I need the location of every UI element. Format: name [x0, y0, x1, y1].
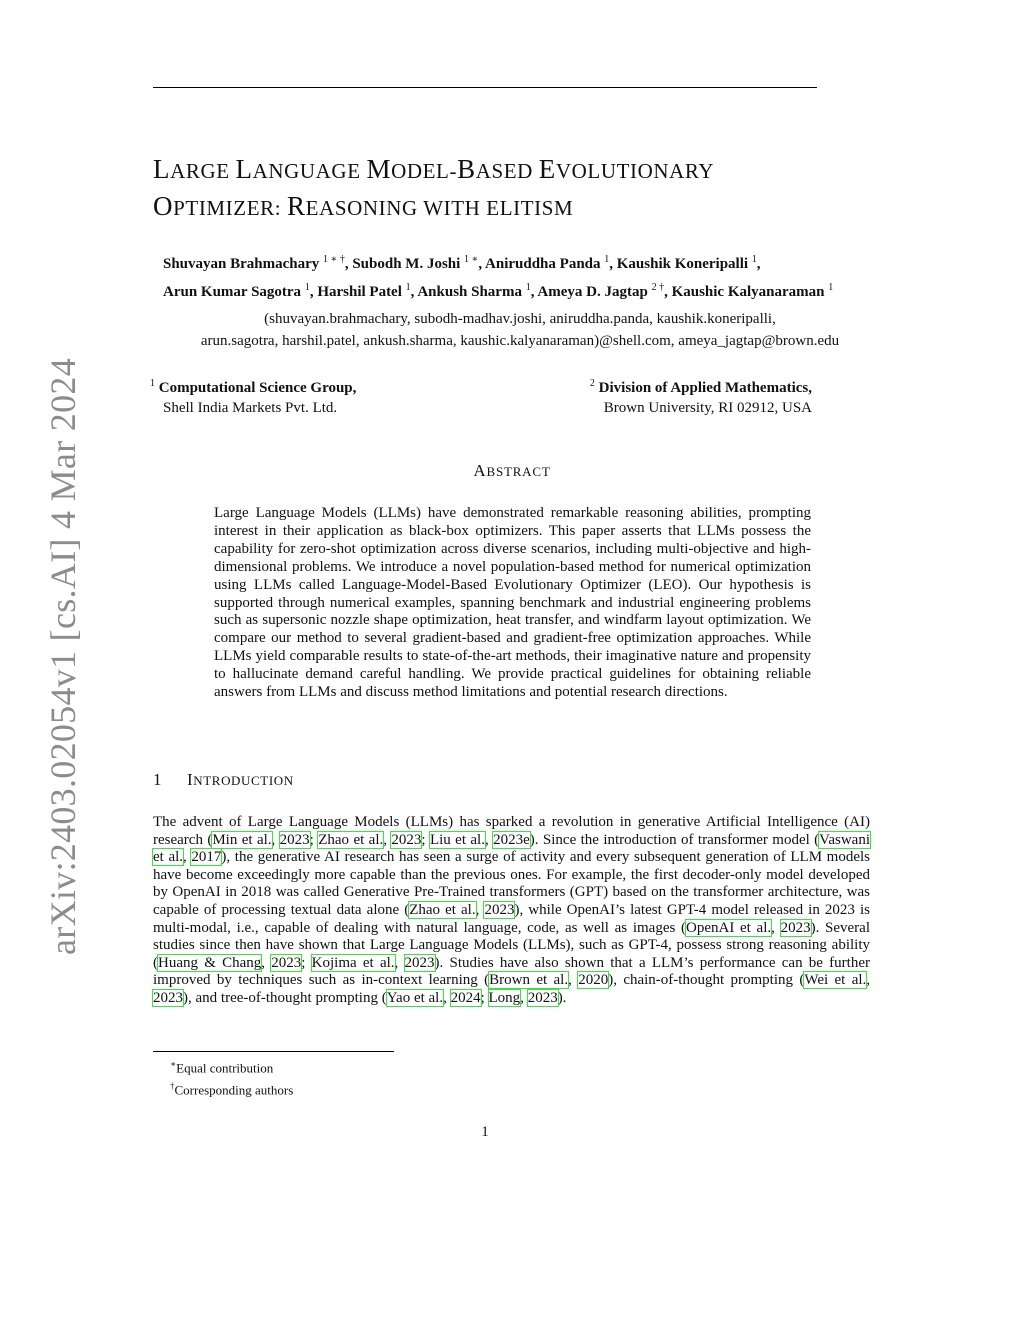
title-word	[539, 154, 714, 184]
citation-link[interactable]: 2023	[404, 954, 435, 971]
title-word	[153, 191, 287, 221]
citation-link[interactable]: Brown et al.	[489, 972, 569, 989]
footnote-1	[170, 1055, 293, 1077]
author-affiliation-marker: 1	[405, 282, 411, 293]
paragraph-text: ,	[394, 954, 405, 971]
author-affiliation-marker: 1	[828, 282, 834, 293]
affiliation-2-detail: Brown University, RI 02912, USA	[603, 400, 812, 416]
paragraph-text: ). Studies have also shown that a LLM’s performance can be further improved by techniques such as in-context learning (	[153, 954, 870, 989]
paragraph-text: ). Several studies since then have shown that Large Language Models (LLMs), such as GPT-4, possess strong reasoning ability (	[153, 919, 870, 971]
paragraph-text: ), while OpenAI’s latest GPT-4 model released in 2023 is multi-modal, i.e., capable of dealing with natural language, code, as well as images (	[153, 901, 870, 936]
citation-link[interactable]: OpenAI et al.	[686, 919, 772, 936]
footnote-2	[170, 1077, 293, 1099]
paragraph-text: ,	[520, 989, 528, 1006]
title-word-smallcaps: VOLUTIONARY	[555, 159, 715, 183]
paragraph-text: ). Since the introduction of transformer model (	[529, 831, 820, 848]
citation-link[interactable]: 2023	[484, 901, 515, 918]
footnote-2-mark: †	[170, 1081, 175, 1092]
author-affiliation-marker: 1	[304, 282, 310, 293]
author-name: Kaushik Koneripalli	[616, 256, 749, 272]
citation-link[interactable]: 2023	[780, 919, 811, 936]
section-heading-rest: NTRODUCTION	[193, 773, 294, 788]
abstract-heading-cap: A	[473, 461, 487, 480]
author-affiliation-marker: 1	[525, 282, 531, 293]
citation-link[interactable]: Liu et al.	[429, 831, 485, 848]
author-name: Subodh M. Joshi	[352, 256, 461, 272]
author-separator: ,	[344, 256, 353, 272]
paragraph-text: ,	[443, 989, 451, 1006]
author-list	[163, 248, 943, 304]
title-word-capital: L	[235, 154, 253, 184]
paragraph-text: ,	[568, 972, 579, 989]
paragraph-text: ).	[557, 989, 567, 1006]
affiliation-1	[150, 374, 450, 418]
author-name: Shuvayan Brahmachary	[163, 256, 320, 272]
author-separator: ,	[609, 256, 617, 272]
intro-paragraph	[153, 814, 870, 1008]
affiliation-1-marker: 1	[150, 378, 155, 389]
email-line-2: arun.sagotra, harshil.patel, ankush.sharma, kaushic.kalyanaraman)@shell.com, ameya_jagtap@brown.edu	[200, 333, 840, 349]
citation-link[interactable]: 2023	[279, 831, 310, 848]
author-name: Aniruddha Panda	[485, 256, 601, 272]
section-heading-cap: I	[187, 770, 194, 789]
paragraph-text: ,	[261, 954, 272, 971]
affiliation-1-name: Computational Science Group,	[158, 380, 357, 396]
citation-link[interactable]: Kojima et al.	[311, 954, 395, 971]
author-separator: ,	[478, 256, 486, 272]
author-separator: ,	[309, 284, 318, 300]
citation-link[interactable]: Huang & Chang	[158, 954, 262, 971]
title-line-1	[153, 152, 853, 189]
title-line-2	[153, 189, 853, 226]
affiliation-2	[520, 374, 812, 418]
author-line-2	[163, 276, 943, 304]
affiliation-2-marker: 2	[589, 378, 595, 389]
author-separator: ,	[756, 256, 761, 272]
title-word	[236, 154, 367, 184]
header-rule	[153, 87, 817, 88]
title-word	[153, 154, 236, 184]
title-word-capital: R	[287, 191, 306, 221]
citation-link[interactable]: 2024	[450, 989, 481, 1006]
paragraph-text: ,	[475, 901, 485, 918]
citation-link[interactable]: Zhao et al.	[318, 831, 384, 848]
paragraph-text: ;	[309, 831, 319, 848]
citation-link[interactable]: 2023e	[493, 831, 530, 848]
paragraph-text: ,	[866, 972, 871, 989]
author-separator: ,	[410, 284, 418, 300]
paragraph-text: ;	[301, 954, 312, 971]
paragraph-text: ,	[183, 849, 192, 866]
citation-link[interactable]: 2023	[391, 831, 422, 848]
title-word-smallcaps: ARGE	[170, 159, 236, 183]
paragraph-text: ,	[383, 831, 392, 848]
citation-link[interactable]: Vaswani et al.	[153, 831, 870, 866]
author-name: Ameya D. Jagtap	[537, 284, 648, 300]
author-name: Ankush Sharma	[417, 284, 522, 300]
title-word	[366, 154, 457, 184]
citation-link[interactable]: Zhao et al.	[409, 901, 476, 918]
author-separator: ,	[664, 284, 672, 300]
affiliation-1-detail: Shell India Markets Pvt. Ltd.	[163, 400, 338, 416]
section-number: 1	[153, 770, 163, 789]
paragraph-text: ,	[271, 831, 280, 848]
paragraph-text: The advent of Large Language Models (LLMs) has sparked a revolution in generative Artificial Intelligence (AI) research (	[153, 814, 870, 848]
citation-link[interactable]: 2023	[527, 989, 558, 1006]
paragraph-text: ), chain-of-thought prompting (	[608, 972, 805, 989]
footnote-rule	[153, 1051, 394, 1052]
author-affiliation-marker: 2 †	[651, 282, 665, 293]
paragraph-text: ;	[421, 831, 430, 848]
paper-title	[153, 152, 853, 226]
footnote-2-text: Corresponding authors	[174, 1082, 294, 1098]
author-emails	[130, 308, 910, 352]
title-word-capital: L	[153, 154, 171, 184]
citation-link[interactable]: Long	[488, 989, 521, 1006]
author-name: Arun Kumar Sagotra	[163, 284, 302, 300]
paragraph-text: ,	[771, 919, 781, 936]
citation-link[interactable]: Wei et al.	[804, 972, 867, 989]
author-affiliation-marker: 1 ∗ †	[323, 254, 345, 265]
paragraph-text: ), the generative AI research has seen a surge of activity and every subsequent generation of LLM models have become exceedingly more capable than the previous ones. For example, the first decoder-only model developed by OpenAI in 2018 was called Generative Pre-Trained transformers (GPT) based on the transformer architecture, was capable of processing textual data alone (	[153, 849, 871, 918]
page-number: 1	[481, 1124, 489, 1140]
author-affiliation-marker: 1	[604, 254, 610, 265]
arxiv-stamp: arXiv:2403.02054v1 [cs.AI] 4 Mar 2024	[43, 358, 83, 955]
citation-link[interactable]: 2023	[271, 954, 302, 971]
email-line-1: (shuvayan.brahmachary, subodh-madhav.joshi, aniruddha.panda, kaushik.koneripalli,	[264, 311, 776, 327]
footnote-1-text: Equal contribution	[176, 1060, 274, 1076]
citation-link[interactable]: Yao et al.	[386, 989, 444, 1006]
author-affiliation-marker: 1	[751, 254, 757, 265]
paragraph-text: ), and tree-of-thought prompting (	[183, 989, 387, 1006]
title-word-capital: M	[366, 154, 392, 184]
title-word-smallcaps: ODEL-	[391, 159, 458, 183]
title-word-capital: E	[538, 154, 556, 184]
title-word	[457, 154, 539, 184]
author-name: Harshil Patel	[317, 284, 402, 300]
title-word-smallcaps: EASONING WITH ELITISM	[305, 196, 574, 220]
abstract-heading-rest: BSTRACT	[486, 464, 551, 479]
footnote-1-mark: ∗	[170, 1059, 177, 1069]
abstract-text: Large Language Models (LLMs) have demonstrated remarkable reasoning abilities, prompting interest in their application as black-box optimizers. This paper asserts that LLMs possess the capability for zero-shot optimization across diverse scenarios, including multi-objective and high-dimensional problems. We introduce a novel population-based method for numerical optimization using LLMs called Language-Model-Based Evolutionary Optimizer (LEO). Our hypothesis is supported through numerical examples, spanning benchmark and industrial engineering problems such as supersonic nozzle shape optimization, heat transfer, and windfarm layout optimization. We compare our method to several gradient-based and gradient-free optimization approaches. While LLMs yield comparable results to state-of-the-art methods, their imaginative nature and propensity to hallucinate demand careful handling. We provide practical guidelines for obtaining reliable answers from LLMs and discuss method limitations and potential research directions.	[214, 505, 811, 701]
paragraph-text: ,	[484, 831, 494, 848]
citation-link[interactable]: 2017	[191, 849, 222, 866]
citation-link[interactable]: Min et al.	[212, 831, 272, 848]
title-word-smallcaps: ANGUAGE	[252, 159, 367, 183]
title-word-capital: B	[457, 154, 476, 184]
paragraph-text: ;	[480, 989, 489, 1006]
title-word-smallcaps: PTIMIZER:	[173, 196, 288, 220]
author-line-1	[163, 248, 943, 276]
author-name: Kaushic Kalyanaraman	[671, 284, 825, 300]
section-heading	[153, 770, 553, 790]
citation-link[interactable]: 2023	[153, 989, 183, 1006]
title-word	[287, 191, 573, 221]
title-word-capital: O	[153, 191, 174, 221]
author-affiliation-marker: 1 ∗	[464, 254, 479, 265]
citation-link[interactable]: 2020	[578, 972, 609, 989]
footnotes	[170, 1055, 293, 1100]
affiliation-2-name: Division of Applied Mathematics,	[598, 380, 812, 396]
title-word-smallcaps: ASED	[475, 159, 539, 183]
abstract-heading	[0, 461, 1024, 481]
author-separator: ,	[530, 284, 538, 300]
